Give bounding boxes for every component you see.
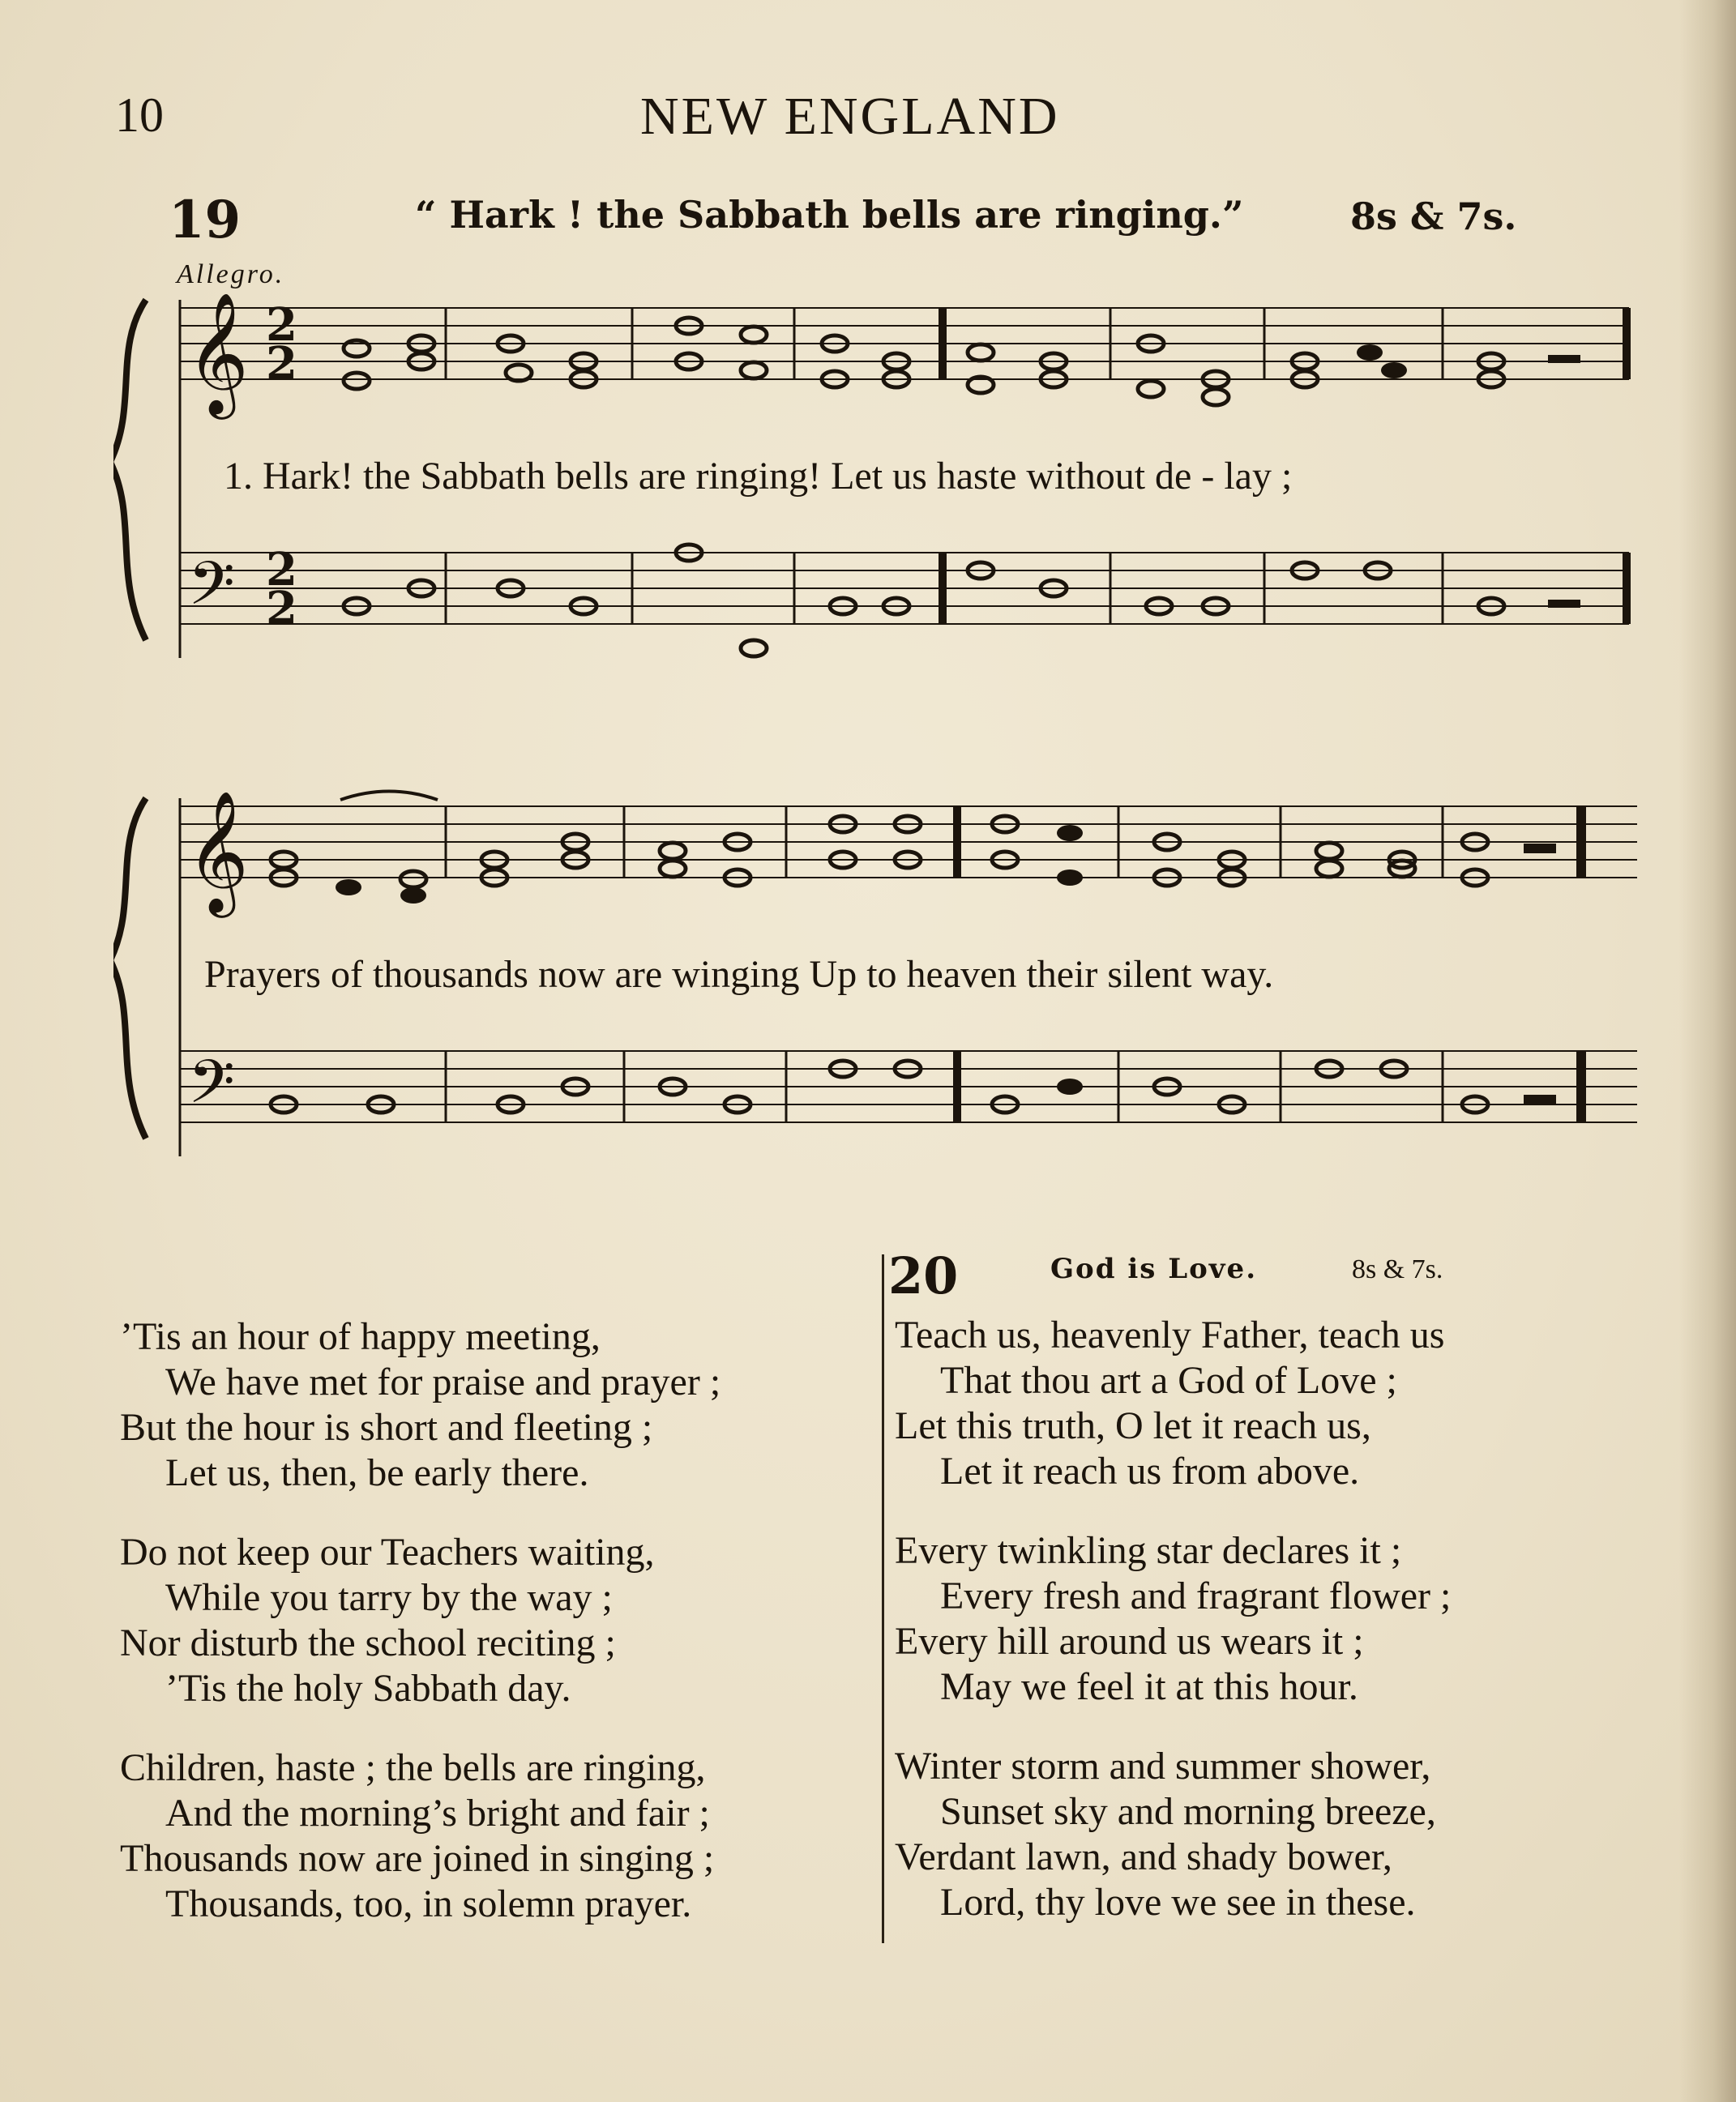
treble-clef-icon: 𝄞 <box>186 291 249 414</box>
hymn-19-verses <box>120 1314 874 1961</box>
bass-notes <box>344 545 1504 656</box>
system-brace <box>113 300 146 640</box>
rest-icon <box>1524 844 1556 853</box>
time-signature-top: 2 <box>266 298 297 352</box>
verse-line: ’Tis an hour of happy meeting, <box>120 1315 601 1358</box>
bass-time-signature-bottom: 2 <box>266 582 297 635</box>
column-divider <box>882 1254 884 1943</box>
section-barline <box>953 806 961 878</box>
final-barline <box>1623 553 1631 624</box>
hymn-20-stanza-3 <box>895 1744 1640 1925</box>
verse-line: Let us, then, be early there. <box>165 1451 589 1494</box>
verse-line: We have met for praise and prayer ; <box>165 1361 721 1403</box>
time-signature-bottom: 2 <box>266 337 297 391</box>
system-brace <box>113 798 146 1139</box>
final-barline <box>1576 806 1586 878</box>
treble-filled-notes <box>336 825 1083 904</box>
rest-icon <box>1548 600 1580 608</box>
hymn-20-number: 20 <box>888 1246 959 1305</box>
rest-icon <box>1524 1095 1556 1104</box>
hymn-20-verses <box>895 1313 1640 1959</box>
hymn-19-stanza-4 <box>120 1745 874 1927</box>
rest-icon <box>1548 355 1580 363</box>
hymn-19-number: 19 <box>169 190 242 250</box>
running-title: NEW ENGLAND <box>640 87 1060 146</box>
verse-line: And the morning’s bright and fair ; <box>165 1792 710 1835</box>
verse-line: Thousands now are joined in singing ; <box>120 1837 715 1880</box>
verse-line: Let it reach us from above. <box>940 1450 1360 1493</box>
page-number: 10 <box>115 88 164 142</box>
verse-line: Winter storm and summer shower, <box>895 1745 1431 1788</box>
hymn-20-stanza-1 <box>895 1313 1640 1494</box>
hymn-20-meter: 8s & 7s. <box>1352 1254 1443 1284</box>
bass-time-signature-top: 2 <box>266 543 297 596</box>
hymn-20-stanza-2 <box>895 1528 1640 1710</box>
treble-clef-icon: 𝄞 <box>186 789 249 912</box>
hymn-19-title: “ Hark ! the Sabbath bells are ringing.” <box>415 193 1244 237</box>
hymn-19-lyric-line-2: Prayers of thousands now are winging Up to heaven their silent way. <box>204 953 1274 996</box>
section-barline <box>953 1051 961 1122</box>
verse-line: Every hill around us wears it ; <box>895 1620 1364 1663</box>
verse-line: While you tarry by the way ; <box>165 1576 613 1619</box>
bass-clef-icon: 𝄢 <box>188 549 235 634</box>
verse-line: Verdant lawn, and shady bower, <box>895 1835 1392 1878</box>
hymn-19-stanza-2 <box>120 1314 874 1496</box>
verse-line: Thousands, too, in solemn prayer. <box>165 1882 692 1925</box>
verse-line: Every twinkling star declares it ; <box>895 1529 1402 1572</box>
verse-line: ’Tis the holy Sabbath day. <box>165 1667 571 1710</box>
treble-notes <box>271 816 1488 887</box>
hymn-20-title: God is Love. <box>1050 1253 1258 1285</box>
verse-line: But the hour is short and fleeting ; <box>120 1406 653 1449</box>
verse-line: Teach us, heavenly Father, teach us <box>895 1314 1445 1356</box>
hymn-19-stanza-3 <box>120 1530 874 1711</box>
verse-line: May we feel it at this hour. <box>940 1665 1358 1708</box>
tempo-marking: Allegro. <box>177 259 285 289</box>
verse-line: Let this truth, O let it reach us, <box>895 1404 1371 1447</box>
verse-line: Do not keep our Teachers waiting, <box>120 1531 655 1574</box>
section-barline <box>939 308 947 379</box>
final-barline <box>1623 308 1631 379</box>
verse-line: Children, haste ; the bells are ringing, <box>120 1746 706 1789</box>
bass-filled-notes <box>1057 1079 1083 1095</box>
bass-clef-icon: 𝄢 <box>188 1047 235 1132</box>
verse-line: Lord, thy love we see in these. <box>940 1881 1416 1924</box>
page-gutter-shadow <box>1679 0 1736 2102</box>
verse-line: Nor disturb the school reciting ; <box>120 1621 616 1664</box>
section-barline <box>939 553 947 624</box>
slur <box>340 792 438 801</box>
verse-line: That thou art a God of Love ; <box>940 1359 1397 1402</box>
hymn-19-meter: 8s & 7s. <box>1350 194 1517 238</box>
hymn-19-lyric-line-1: 1. Hark! the Sabbath bells are ringing! Let us haste without de - lay ; <box>224 455 1293 498</box>
verse-line: Sunset sky and morning breeze, <box>940 1790 1436 1833</box>
verse-line: Every fresh and fragrant flower ; <box>940 1574 1452 1617</box>
final-barline <box>1576 1051 1586 1122</box>
